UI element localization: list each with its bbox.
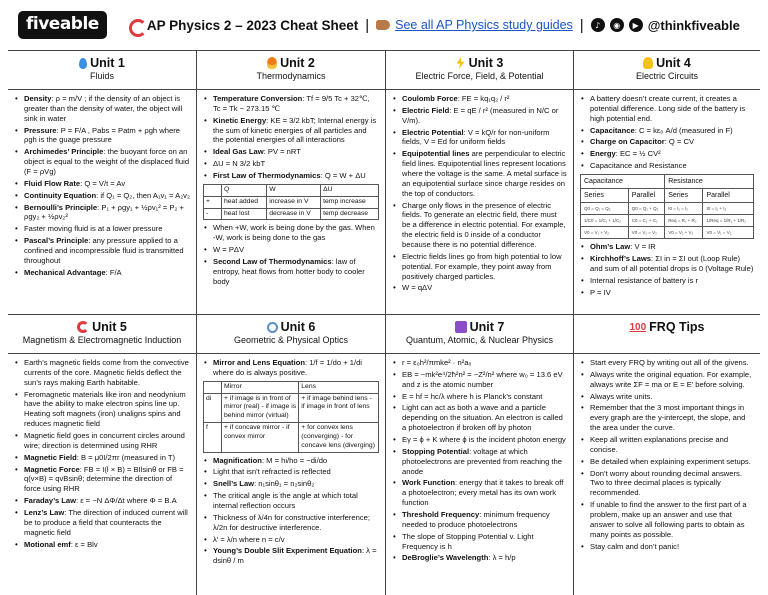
unit-list-continued (203, 456, 379, 567)
list-item: • Continuity Equation: if Q₁ = Q₂, then A₁v₁ = A₂v₂ (14, 191, 190, 201)
list-item: • Density: ρ = m/V ; if the density of an object is greater than the density of water, the object will sink in water (14, 94, 190, 124)
unit-title: FRQ Tips (649, 320, 705, 334)
units-row-1 (8, 51, 760, 315)
cheat-sheet-grid (8, 50, 760, 594)
table-row: 1/C0 = 1/C₁ + 1/C₂ C0 = C₁ + C₂ Req = R₁ + R₂ 1/Req = 1/R₁ + 1/R₂ (581, 215, 754, 227)
list-item: • W = qΔV (392, 283, 567, 293)
list-item: • Lenz’s Law: The direction of induced current will be to produce a field that counteracts the magnetic field (14, 508, 190, 538)
list-item: • If unable to find the answer to the first part of a problem, make up an answer and use that answer to solve all following parts to obtain as many points as possible. (580, 500, 754, 539)
unit-header (8, 315, 196, 354)
list-item: • Faraday’s Law: ε = −N ΔΦ/Δt where Φ = B.A (14, 496, 190, 506)
unit-list (580, 358, 754, 551)
frq-tips-column (574, 315, 760, 595)
list-item: • Capacitance and Resistance (580, 161, 754, 171)
list-item: • Work Function: energy that it takes to break off a photoelectron; every metal has its own work function (392, 478, 567, 508)
list-item: • DeBroglie’s Wavelength: λ = h/p (392, 553, 567, 563)
unit-header (386, 51, 573, 90)
list-item: • Magnification: M = hi/ho = −di/do (203, 456, 379, 466)
table-header-row: Capacitance Resistance (581, 175, 754, 189)
youtube-icon[interactable]: ▶ (629, 18, 643, 32)
unit-content (197, 90, 385, 289)
list-item: • Remember that the 3 most important things in every graph are the y-intercept, the slope, and the area under the curve. (580, 403, 754, 433)
table-header-row: Q W ΔU (204, 184, 379, 196)
unit-4-column (574, 51, 760, 314)
table-row: Q0 = Q₁ = Q₂ Q0 = Q₁ + Q₂ I0 = I₁ = I₂ I0 = I₁ + I₂ (581, 203, 754, 215)
list-item: • r = ε₀h²/πmke² · n²a₀ (392, 358, 567, 368)
list-item: • Electric Field: E = qE / r² (measured in N/C or V/m). (392, 106, 567, 126)
instagram-icon[interactable]: ◉ (610, 18, 624, 32)
list-item: • Mechanical Advantage: F/A (14, 268, 190, 278)
list-item: • Mirror and Lens Equation: 1/f = 1/do + 1/di where do is always positive. (203, 358, 379, 378)
list-item: • Second Law of Thermodynamics: law of entropy, heat flows from hotter body to cooler body (203, 257, 379, 287)
list-item: • Magnetic Field: B = μ0I/2πr (measured in T) (14, 453, 190, 463)
unit-title: Unit 6 (280, 320, 316, 334)
unit-list (203, 358, 379, 378)
unit-title: Unit 3 (468, 56, 504, 70)
unit-subtitle: Electric Circuits (635, 71, 698, 81)
unit-content (8, 90, 196, 280)
table-row: - heat lost decrease in V temp decrease (204, 208, 379, 220)
magnifying-glass-icon (267, 322, 278, 333)
table-row: + heat added increase in V temp increase (204, 196, 379, 208)
list-item: • Energy: EC = ½ CV² (580, 149, 754, 159)
unit-title: Unit 7 (469, 320, 505, 334)
list-item: • Ideal Gas Law: PV = nRT (203, 147, 379, 157)
list-item: • Be detailed when explaining experiment setups. (580, 457, 754, 467)
list-item: • ΔU = N 3/2 kbT (203, 159, 379, 169)
list-item: • Eγ = ϕ + K where ϕ is the incident photon energy (392, 435, 567, 445)
list-item: • Charge only flows in the presence of electric fields. To generate an electric field, there must be a difference in electric potential. For example, the electric field is 0 inside of a conductor because there is no potential difference. (392, 201, 567, 250)
social-handle[interactable]: @thinkfiveable (647, 17, 740, 33)
list-item: • Stopping Potential: voltage at which photoelectrons are prevented from reaching the anode (392, 447, 567, 477)
unit-5-column (8, 315, 197, 595)
list-item: • Archimedes’ Principle: the buoyant force on an object is equal to the weight of the displaced fluid (F = ρVg) (14, 147, 190, 177)
unit-content (197, 354, 385, 568)
unit-list-continued (203, 223, 379, 286)
unit-content (574, 90, 760, 300)
page-header (0, 0, 768, 50)
list-item: • Magnetic Force: FB = I(l × B) = BIlsinθ or FB = q(v×B) = qvBsinθ; determine the direction of force using RHR (14, 465, 190, 495)
tiktok-icon[interactable]: ♪ (591, 18, 605, 32)
header-separator-2: | (579, 16, 584, 34)
units-row-2 (8, 315, 760, 595)
unit-2-column (197, 51, 386, 314)
study-guides-link[interactable]: See all AP Physics study guides (395, 18, 573, 32)
pointing-hand-icon (376, 20, 390, 30)
atom-icon (455, 321, 467, 333)
unit-header (197, 51, 385, 90)
droplet-icon (79, 58, 87, 69)
list-item: • Ohm’s Law: V = IR (580, 242, 754, 252)
list-item: • Thickness of λ/4n for constructive interference; λ/2n for destructive interference. (203, 513, 379, 533)
list-item: • Fluid Flow Rate: Q = V/t = Av (14, 179, 190, 189)
list-item: • Light that isn’t refracted is reflected (203, 467, 379, 477)
list-item: • The critical angle is the angle at which total internal reflection occurs (203, 491, 379, 511)
unit-header (574, 51, 760, 90)
unit-header (197, 315, 385, 354)
unit-list-continued (580, 242, 754, 297)
list-item: • Light can act as both a wave and a particle depending on the situation. An electron is called a photoelectron if broken off by photon (392, 403, 567, 433)
unit-list (392, 358, 567, 563)
unit-list (580, 94, 754, 171)
hundred-points-icon: 100 (629, 321, 647, 333)
fiveable-logo[interactable]: fiveable (18, 11, 107, 39)
unit-title: Unit 5 (92, 320, 127, 334)
list-item: • Keep all written explanations precise and concise. (580, 435, 754, 455)
list-item: • Pascal’s Principle: any pressure applied to a confined and incompressible fluid is transmitted throughout (14, 236, 190, 266)
list-item: • Start every FRQ by writing out all of the givens. (580, 358, 754, 368)
unit-content (386, 354, 573, 565)
table-row: V0 = V₁ + V₂ V0 = V₁ = V₂ V0 = V₁ + V₂ V0 = V₁ = V₂ (581, 227, 754, 239)
list-item: • Don’t worry about rounding decimal answers. Two to three decimal places is typically recommended. (580, 469, 754, 499)
list-item: • Temperature Conversion: Tf = 9/5 Tc + 32℃, Tc = Tk − 273.15 ℃ (203, 94, 379, 114)
unit-list (392, 94, 567, 293)
unit-7-column (386, 315, 574, 595)
list-item: • Equipotential lines are perpendicular to electric field lines. Equipotential lines represent locations where the voltage is the same. A metal surface is an equipotential surface since charge resides on the top of conductors. (392, 149, 567, 198)
unit-subtitle: Thermodynamics (256, 71, 326, 81)
list-item: • Feromagnetic materials like iron and neodynium have the ability to make electron spins line up. Heating soft magnets (iron) unaligns spins and reduces magnetic field (14, 390, 190, 429)
list-item: • First Law of Thermodynamics: Q = W + ΔU (203, 171, 379, 181)
list-item: • Charge on Capacitor: Q = CV (580, 137, 754, 147)
thermo-sign-table (203, 184, 379, 220)
list-item: • Threshold Frequency: minimum frequency needed to produce photoelectrons (392, 510, 567, 530)
list-item: • Stay calm and don’t panic! (580, 542, 754, 552)
page-title: AP Physics 2 – 2023 Cheat Sheet (146, 17, 359, 33)
fire-icon (267, 57, 277, 69)
list-item: • Earth’s magnetic fields come from the convective currents of the core. Magnetic fields deflect the sun’s rays making Earth habitable. (14, 358, 190, 388)
list-item: • Snell’s Law: n₁sinθ₁ = n₂sinθ₂ (203, 479, 379, 489)
list-item: • P = IV (580, 288, 754, 298)
unit-header (574, 315, 760, 354)
unit-title: Unit 2 (280, 56, 315, 70)
capacitance-resistance-table (580, 174, 754, 239)
list-item: • Capacitance: C = kε₀ A/d (measured in F) (580, 126, 754, 136)
unit-content (574, 354, 760, 553)
list-item: • EB = −mk²e⁴/2ħ²n² = −Z²/n² where w₀ = 13.6 eV and z is the atomic number (392, 370, 567, 390)
list-item: • Bernoulli’s Principle: P₁ + ρgy₁ + ½ρv₁² = P₂ + ρgy₂ + ½ρv₂² (14, 203, 190, 223)
table-row: di + if image is in front of mirror (real) - if image is behind mirror (virtual) + if image behind lens - if image in front of lens (204, 393, 379, 422)
lightbulb-icon (643, 57, 653, 69)
unit-3-column (386, 51, 574, 314)
unit-list (14, 358, 190, 549)
social-icons (591, 18, 643, 32)
unit-subtitle: Geometric & Physical Optics (233, 335, 349, 345)
table-header-row: Mirror Lens (204, 381, 379, 393)
unit-subtitle: Quantum, Atomic, & Nuclear Physics (405, 335, 554, 345)
list-item: • Internal resistance of battery is r (580, 276, 754, 286)
magnet-icon (129, 19, 141, 31)
list-item: • A battery doesn’t create current, it creates a potential difference. Long side of the battery is high potential end. (580, 94, 754, 124)
list-item: • When +W, work is being done by the gas. When -W, work is being done to the gas (203, 223, 379, 243)
unit-header (386, 315, 573, 354)
list-item: • Kirchhoff’s Laws: ΣI in = ΣI out (Loop Rule) and sum of all potential drops is 0 (Voltage Rule) (580, 254, 754, 274)
unit-6-column (197, 315, 386, 595)
unit-subtitle: Electric Force, Field, & Potential (415, 71, 544, 81)
list-item: • Faster moving fluid is at a lower pressure (14, 224, 190, 234)
lightning-icon (456, 57, 466, 69)
list-item: • Motional emf: ε = Blv (14, 540, 190, 550)
mirror-lens-table (203, 381, 379, 453)
list-item: • Electric Potential: V = kQ/r for non-uniform fields, V = Ed for uniform fields (392, 128, 567, 148)
list-item: • Coulomb Force: FE = kq₁q₂ / r² (392, 94, 567, 104)
list-item: • Magnetic field goes in concurrent circles around wire; direction is determined using RHR (14, 431, 190, 451)
list-item: • Always write the original equation. For example, always write ΣF = ma or E = E′ before solving. (580, 370, 754, 390)
list-item: • λ′ = λ/n where n = c/v (203, 535, 379, 545)
unit-subtitle: Fluids (89, 71, 114, 81)
list-item: • E = hf = hc/λ where h is Planck’s constant (392, 392, 567, 402)
list-item: • The slope of Stopping Potential v. Light Frequency is h (392, 532, 567, 552)
list-item: • Always write units. (580, 392, 754, 402)
unit-title: Unit 4 (656, 56, 691, 70)
list-item: • W = PΔV (203, 245, 379, 255)
list-item: • Kinetic Energy: KE = 3/2 kbT; Internal energy is the sum of kinetic energies of all particles and the potential energies of all interactions (203, 116, 379, 146)
unit-header (8, 51, 196, 90)
unit-content (386, 90, 573, 295)
unit-subtitle: Magnetism & Electromagnetic Induction (22, 335, 182, 345)
unit-1-column (8, 51, 197, 314)
list-item: • Young’s Double Slit Experiment Equation: λ = dsinθ / m (203, 546, 379, 566)
header-separator: | (365, 16, 370, 34)
unit-list (203, 94, 379, 181)
table-row: f + if concave mirror - if convex mirror + for convex lens (converging) - for concave lens (diverging) (204, 423, 379, 452)
list-item: • Electric fields lines go from high potential to low potential. For example, they point away from positively charged particles. (392, 252, 567, 282)
unit-list (14, 94, 190, 278)
unit-content (8, 354, 196, 551)
table-subheader-row: Series Parallel Series Parallel (581, 189, 754, 203)
list-item: • Pressure: P = F/A , Pabs = Patm + ρgh where ρgh is the guage pressure (14, 126, 190, 146)
unit-title: Unit 1 (90, 56, 125, 70)
magnet-icon (77, 321, 89, 333)
header-title-area (129, 17, 740, 34)
